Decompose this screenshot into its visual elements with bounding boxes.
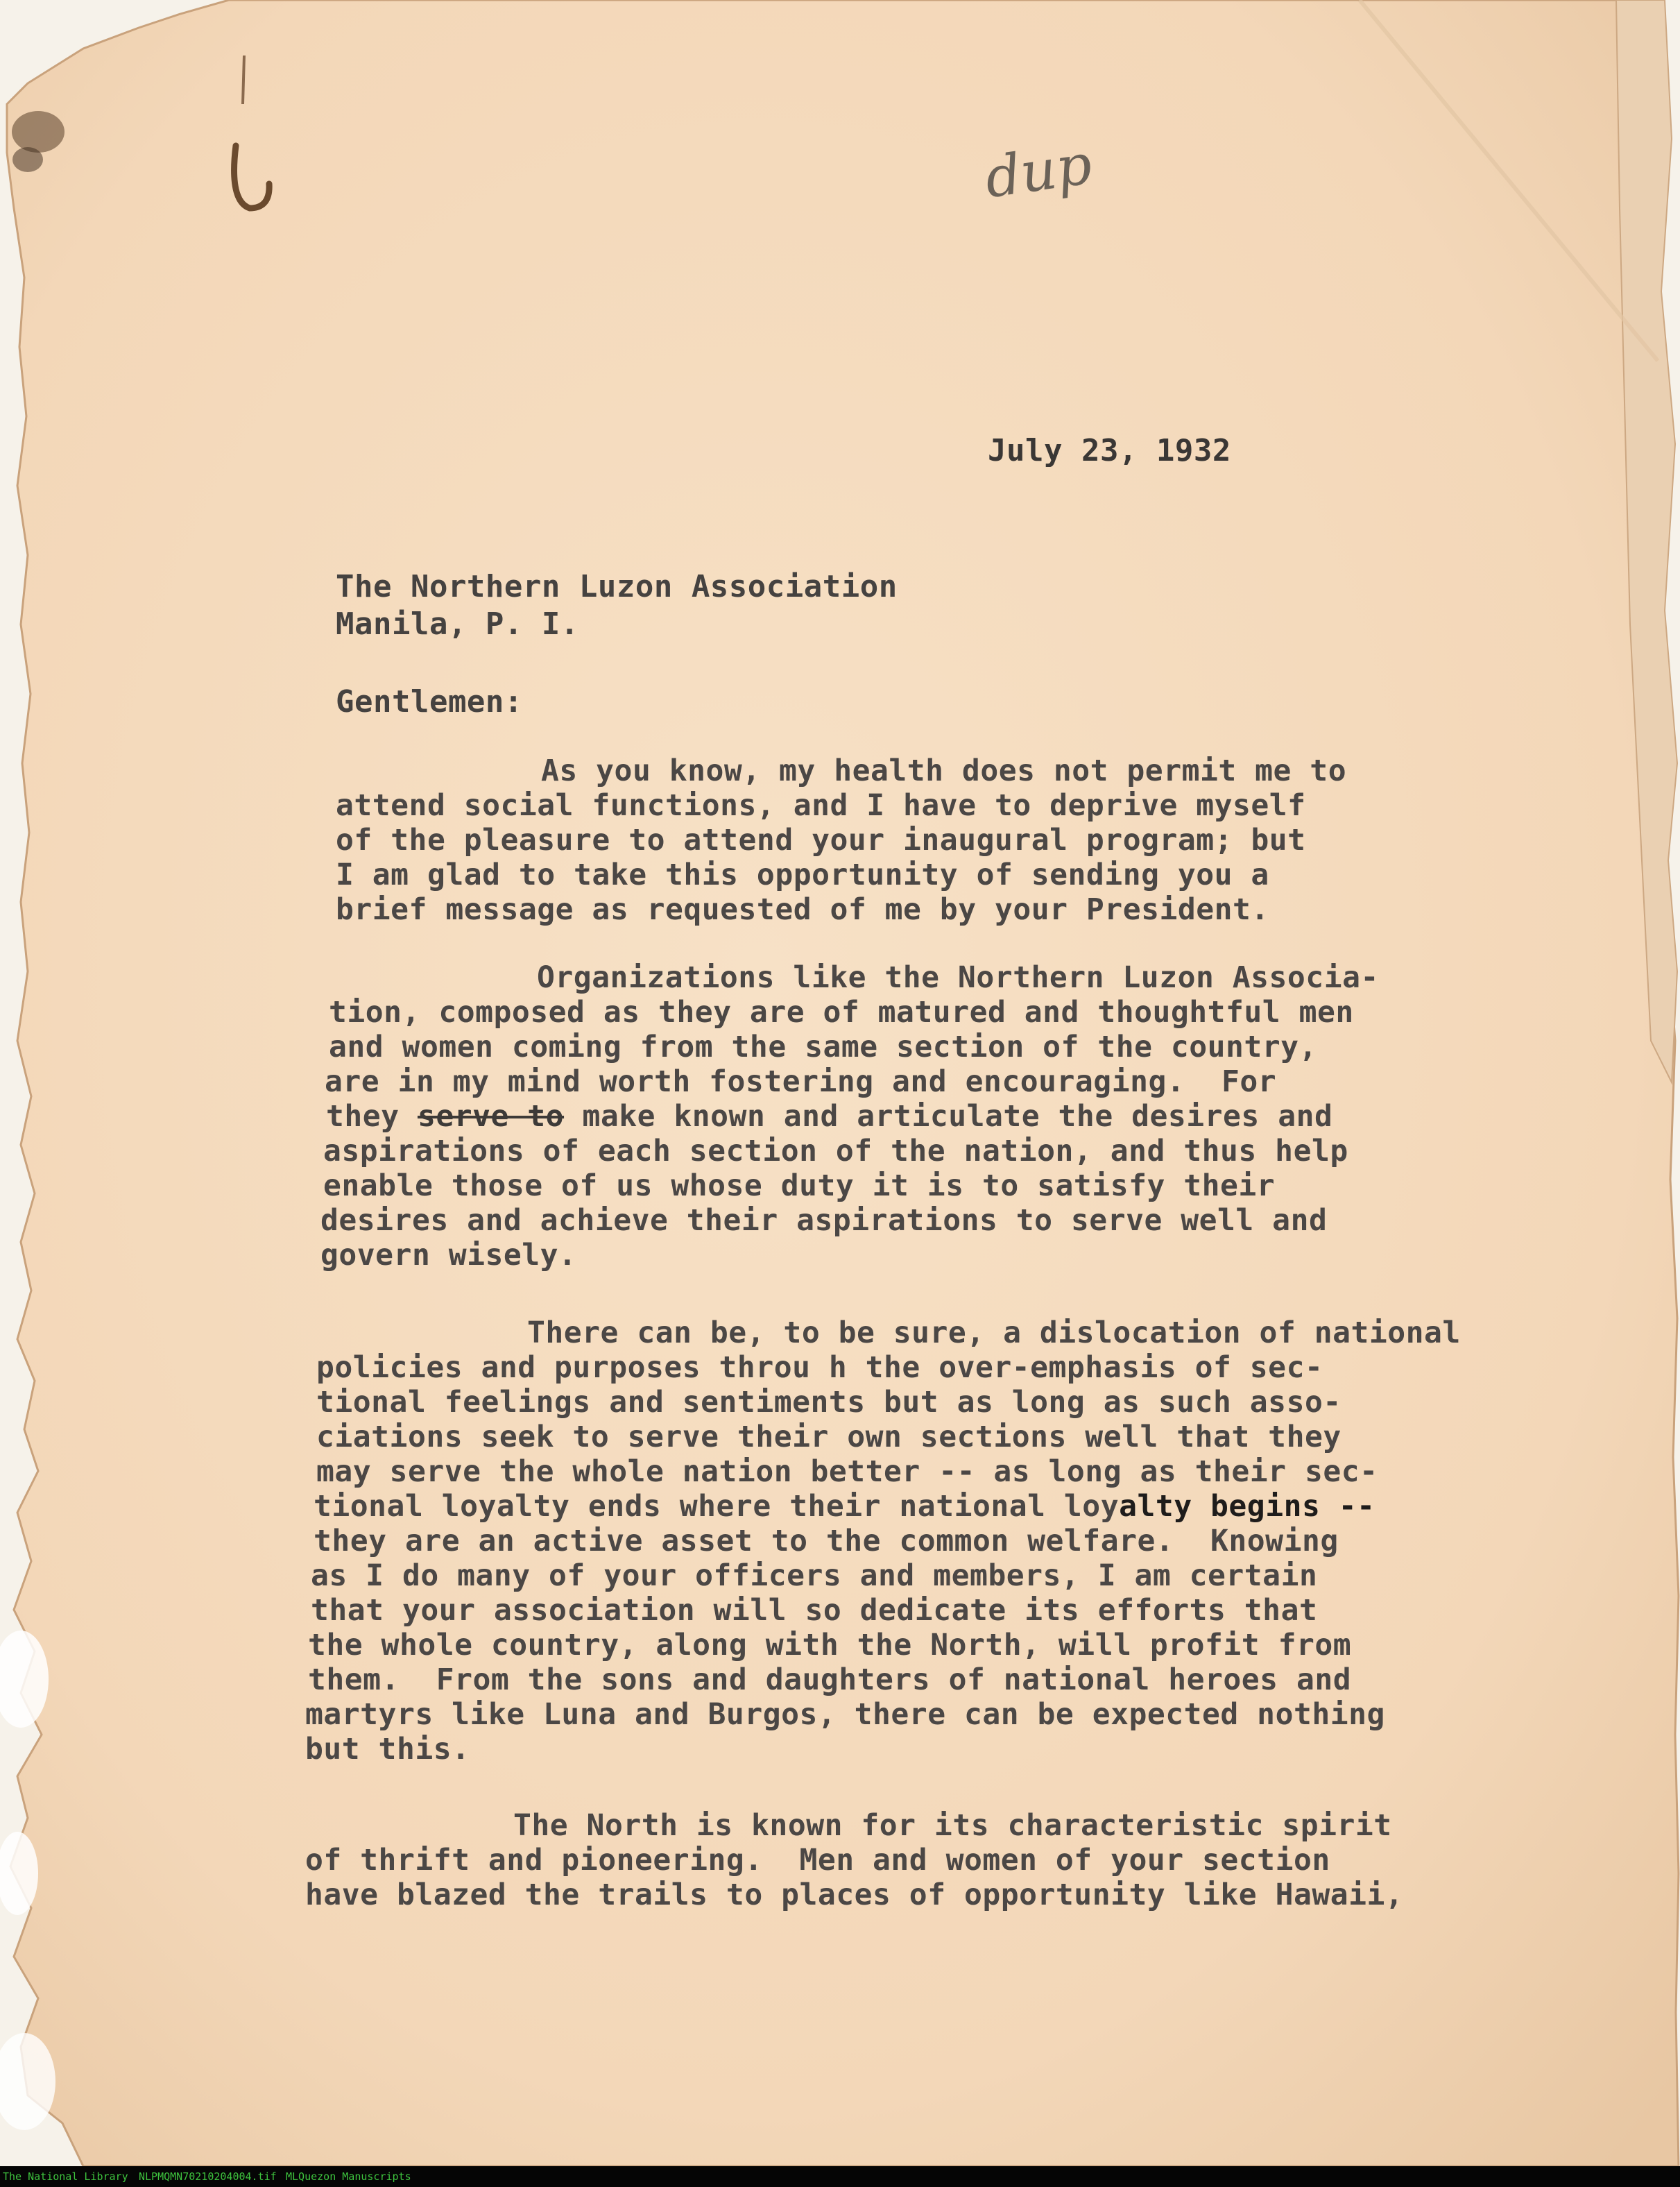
addressee-line: Manila, P. I.	[336, 606, 579, 642]
paragraph-line: tion, composed as they are of matured and thoughtful men	[329, 995, 1354, 1030]
paragraph-line: policies and purposes throu h the over-emphasis of sec-	[316, 1350, 1323, 1385]
line-segment: they	[326, 1099, 400, 1134]
paragraph-line	[314, 1489, 1375, 1524]
paragraph-line: of thrift and pioneering. Men and women of your section	[305, 1843, 1330, 1878]
paragraph-line: desires and achieve their aspirations to serve well and	[320, 1203, 1328, 1238]
line-segment: make known and articulate the desires and	[582, 1099, 1333, 1134]
salutation: Gentlemen:	[336, 684, 523, 720]
paragraph-line: that your association will so dedicate its efforts that	[311, 1593, 1318, 1628]
paragraph-line: There can be, to be sure, a dislocation of national	[527, 1316, 1461, 1350]
paragraph-line: they are an active asset to the common welfare. Knowing	[314, 1524, 1339, 1558]
darker-typed-segment: alty begins --	[1119, 1489, 1375, 1524]
paragraph-line: are in my mind worth fostering and encouraging. For	[325, 1064, 1277, 1099]
handwritten-annotation: dup	[981, 131, 1096, 211]
paragraph-line: them. From the sons and daughters of national heroes and	[308, 1662, 1352, 1697]
paragraph-line: enable those of us whose duty it is to satisfy their	[323, 1168, 1276, 1203]
paragraph-line: ciations seek to serve their own sections well that they	[316, 1420, 1342, 1454]
paragraph-line: tional feelings and sentiments but as long as such asso-	[316, 1385, 1342, 1420]
addressee-line: The Northern Luzon Association	[336, 569, 898, 604]
paragraph-line: martyrs like Luna and Burgos, there can be expected nothing	[305, 1697, 1385, 1732]
paragraph-line: as I do many of your officers and members, I am certain	[311, 1558, 1318, 1593]
paragraph-line: brief message as requested of me by your President.	[336, 892, 1269, 927]
paragraph-line: As you know, my health does not permit me to	[541, 754, 1347, 788]
paragraph-line: of the pleasure to attend your inaugural program; but	[336, 823, 1306, 858]
paragraph-line: aspirations of each section of the nation, and thus help	[323, 1134, 1348, 1168]
struck-text: serve to	[417, 1099, 565, 1134]
letter-date: July 23, 1932	[988, 433, 1231, 468]
paragraph-line: the whole country, along with the North, will profit from	[308, 1628, 1352, 1662]
paragraph-line	[326, 1099, 1332, 1134]
burn-mark	[12, 111, 65, 153]
paragraph-line: and women coming from the same section of the country,	[329, 1030, 1317, 1064]
paragraph-line: attend social functions, and I have to deprive myself	[336, 788, 1306, 823]
paragraph-line: I am glad to take this opportunity of sending you a	[336, 858, 1269, 892]
paragraph-line: have blazed the trails to places of opportunity like Hawaii,	[305, 1878, 1404, 1912]
line-segment: tional loyalty ends where their national loy	[314, 1489, 1120, 1524]
burn-mark	[12, 147, 43, 172]
footer-library: The National Library	[3, 2170, 128, 2183]
footer-filename: NLPMQMN70210204004.tif	[139, 2170, 277, 2183]
footer-collection: MLQuezon Manuscripts	[286, 2170, 411, 2183]
paragraph-line: govern wisely.	[320, 1238, 577, 1273]
paragraph-line: The North is known for its characteristic spirit	[513, 1808, 1392, 1843]
paragraph-line: may serve the whole nation better -- as long as their sec-	[316, 1454, 1378, 1489]
paragraph-line: Organizations like the Northern Luzon Associa-	[537, 960, 1379, 995]
scan-footer-bar	[0, 2166, 1680, 2187]
hook-mark	[243, 56, 244, 104]
paragraph-line: but this.	[305, 1732, 470, 1767]
